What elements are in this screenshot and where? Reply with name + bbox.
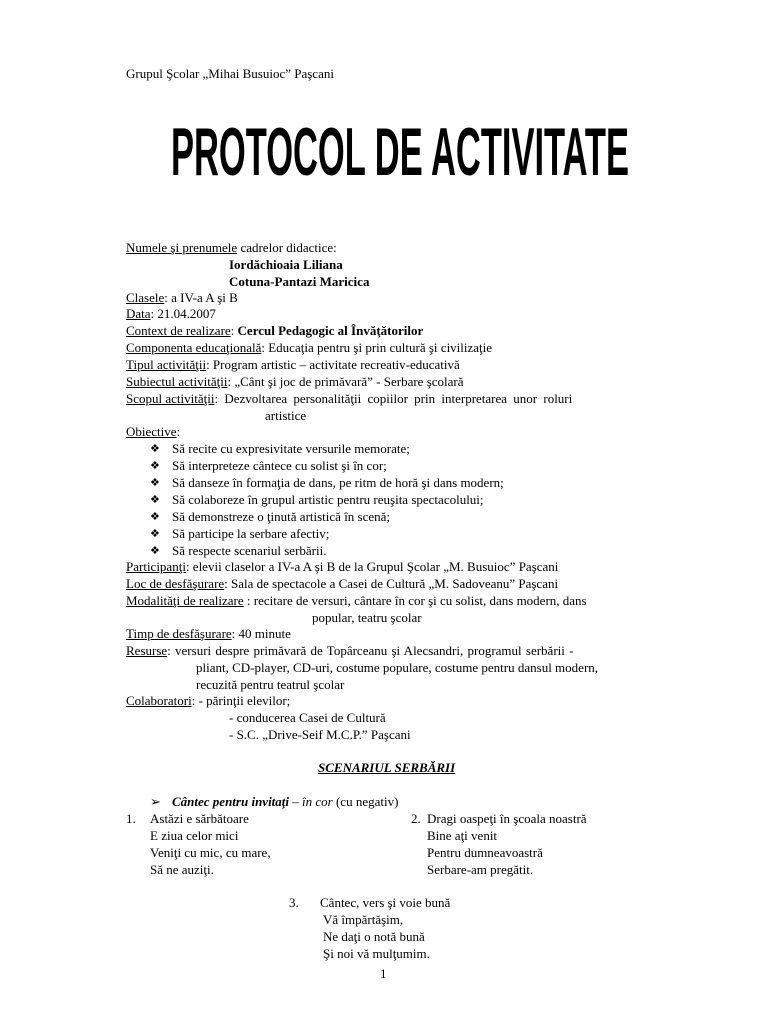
purpose-value: : Dezvoltarea personalităţii copiilor prin interpretarea unor roluri: [214, 391, 573, 406]
diamond-bullet-icon: ❖: [150, 545, 160, 557]
scenario-heading: SCENARIUL SERBĂRII: [318, 760, 456, 775]
date-line: [126, 306, 216, 322]
modality-value-cont: popular, teatru şcolar: [312, 610, 422, 625]
diamond-bullet-icon: ❖: [150, 528, 160, 540]
participants-line: [126, 559, 558, 575]
classes-line: [126, 290, 238, 306]
location-value: : Sala de spectacole a Casei de Cultură „M. Sadoveanu” Paşcani: [224, 576, 559, 591]
objectives-label: Obiective: [126, 424, 177, 439]
component-line: [126, 340, 492, 356]
time-line: [126, 626, 291, 642]
verse-line: Vă împărtăşim,: [323, 912, 404, 927]
teachers-suffix: cadrelor didactice:: [237, 240, 337, 255]
resources-line: [126, 643, 573, 659]
resources-value-cont: recuzită pentru teatrul şcolar: [196, 677, 345, 692]
teachers-line: [126, 240, 337, 256]
teacher-name: Cotuna-Pantazi Maricica: [229, 274, 370, 289]
modality-line: [126, 593, 587, 609]
scenario-item-dash: –: [289, 794, 303, 809]
collab-value: : - părinţii elevilor;: [191, 693, 291, 708]
location-line: [126, 576, 558, 592]
verse-number: 2.: [411, 811, 421, 826]
date-label: Data: [126, 306, 151, 321]
verse-line: E ziua celor mici: [150, 828, 239, 843]
objectives-colon: :: [176, 424, 181, 439]
objective-item: Să recite cu expresivitate versurile memorate;: [172, 441, 410, 456]
verse-line: Bine aţi venit: [427, 828, 498, 843]
objective-item: Să danseze în formaţia de dans, pe ritm de horă şi dans modern;: [172, 475, 504, 490]
classes-label: Clasele: [126, 290, 165, 305]
diamond-bullet-icon: ❖: [150, 511, 160, 523]
verse-number: 3.: [289, 895, 299, 910]
context-value: Cercul Pedagogic al Învăţătorilor: [237, 323, 424, 338]
purpose-label: Scopul activităţii: [126, 391, 215, 406]
verse-line: Ne daţi o notă bună: [323, 929, 425, 944]
type-label: Tipul activităţii: [126, 357, 207, 372]
purpose-value-cont: artistice: [265, 408, 307, 423]
context-sep: :: [230, 323, 238, 338]
resources-value-cont: pliant, CD-player, CD-uri, costume populare, costume pentru dansul modern,: [196, 660, 599, 675]
scenario-item-title: Cântec pentru invitaţi: [172, 794, 290, 809]
school-header: Grupul Şcolar „Mihai Busuioc” Paşcani: [126, 66, 334, 81]
component-value: : Educaţia pentru şi prin cultură şi civilizaţie: [261, 340, 493, 355]
verse-line: Cântec, vers şi voie bună: [320, 895, 451, 910]
scenario-item-note: (cu negativ): [332, 794, 399, 809]
context-line: [126, 323, 423, 339]
type-value: : Program artistic – activitate recreativ-educativă: [206, 357, 460, 372]
modality-value: : recitare de versuri, cântare în cor şi cu solist, dans modern, dans: [243, 593, 587, 608]
diamond-bullet-icon: ❖: [150, 477, 160, 489]
verse-line: Să ne auziţi.: [150, 862, 214, 877]
arrow-bullet-icon: ➢: [150, 794, 161, 809]
resources-value: : versuri despre primăvară de Topârceanu şi Alecsandri, programul serbării -: [167, 643, 574, 658]
objective-item: Să interpreteze cântece cu solist şi în cor;: [172, 458, 387, 473]
collab-value-cont: - S.C. „Drive-Seif M.C.P.” Paşcani: [229, 727, 411, 742]
location-label: Loc de desfăşurare: [126, 576, 225, 591]
participants-value: : elevii claselor a IV-a A şi B de la Grupul Şcolar „M. Busuioc” Paşcani: [185, 559, 559, 574]
verse-line: Pentru dumneavoastră: [427, 845, 543, 860]
verse-line: Astăzi e sărbătoare: [150, 811, 249, 826]
objectives-line: [126, 424, 180, 440]
teacher-name: Iordăchioaia Liliana: [229, 257, 343, 272]
verse-line: Dragi oaspeţi în şcoala noastră: [427, 811, 587, 826]
scenario-item-mode: în cor: [302, 794, 333, 809]
subject-line: [126, 374, 464, 390]
resources-label: Resurse: [126, 643, 168, 658]
document-title: [168, 112, 632, 192]
objective-item: Să colaboreze în grupul artistic pentru reuşita spectacolului;: [172, 492, 484, 507]
objective-item: Să participe la serbare afectiv;: [172, 526, 330, 541]
verse-line: Veniţi cu mic, cu mare,: [150, 845, 271, 860]
time-label: Timp de desfăşurare: [126, 626, 232, 641]
collab-value-cont: - conducerea Casei de Cultură: [229, 710, 386, 725]
verse-line: Serbare-am pregătit.: [427, 862, 534, 877]
page-number: 1: [380, 966, 387, 981]
context-label: Context de realizare: [126, 323, 231, 338]
date-value: : 21.04.2007: [150, 306, 216, 321]
participants-label: Participanţi: [126, 559, 186, 574]
diamond-bullet-icon: ❖: [150, 494, 160, 506]
subject-value: : „Cânt şi joc de primăvară” - Serbare şcolară: [227, 374, 464, 389]
verse-line: Şi noi vă mulţumim.: [323, 946, 430, 961]
classes-value: : a IV-a A şi B: [164, 290, 238, 305]
objective-item: Să demonstreze o ţinută artistică în scenă;: [172, 509, 391, 524]
svg-text:PROTOCOL DE ACTIVITATE: PROTOCOL DE ACTIVITATE: [171, 114, 629, 190]
verse-number: 1.: [126, 811, 136, 826]
collab-label: Colaboratori: [126, 693, 192, 708]
teachers-label: Numele şi prenumele: [126, 240, 238, 255]
subject-label: Subiectul activităţii: [126, 374, 228, 389]
purpose-line: [126, 391, 676, 407]
diamond-bullet-icon: ❖: [150, 460, 160, 472]
modality-label: Modalităţi de realizare: [126, 593, 244, 608]
scenario-item: [172, 794, 398, 810]
diamond-bullet-icon: ❖: [150, 443, 160, 455]
collab-line: [126, 693, 290, 709]
time-value: : 40 minute: [231, 626, 291, 641]
component-label: Componenta educaţională: [126, 340, 262, 355]
objective-item: Să respecte scenariul serbării.: [172, 543, 327, 558]
type-line: [126, 357, 460, 373]
